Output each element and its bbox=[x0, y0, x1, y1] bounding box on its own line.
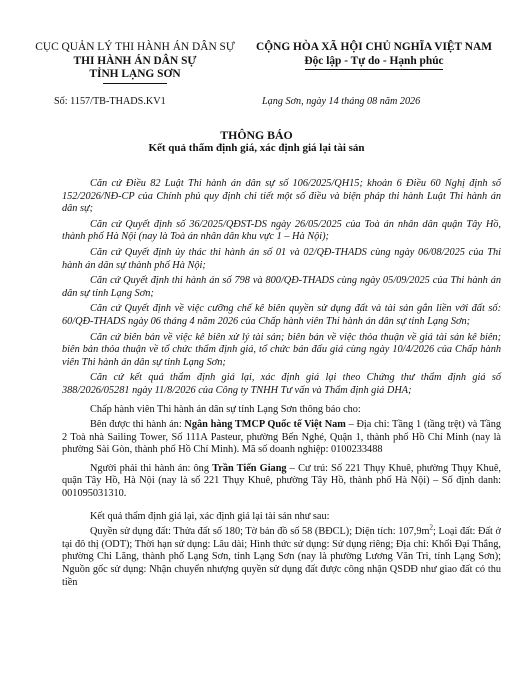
debtor-details: – Cư trú: Số 221 Thụy Khuê, phường Thụy Khuê, quận Tây Hồ, Hà Nội (nay là số 221 Thụy Khuê, phường Tây Hồ, thành phố Hà Nội) – Số định danh: 001095031310. bbox=[62, 462, 501, 500]
country-name: CỘNG HÒA XÃ HỘI CHỦ NGHĨA VIỆT NAM bbox=[256, 41, 492, 53]
property-paragraph bbox=[62, 523, 501, 589]
document-number: Số: 1157/TB-THADS.KV1 bbox=[54, 96, 166, 107]
agency-parent: CỤC QUẢN LÝ THI HÀNH ÁN DÂN SỰ bbox=[35, 41, 235, 53]
document-title: THÔNG BÁO bbox=[220, 128, 293, 142]
creditor-paragraph bbox=[62, 419, 501, 457]
creditor-name: Ngân hàng TMCP Quốc tế Việt Nam bbox=[184, 419, 346, 431]
creditor-details: – Địa chỉ: Tầng 1 (tầng trệt) và Tầng 2 Toà nhà Sailing Tower, Số 111A Pasteur, phường Bến Nghé, Quận 1, thành phố Hồ Chí Minh (nay là phường Sài Gòn, thành phố Hồ Chí Minh). Mã số doanh nghiệp: 0100233488 bbox=[62, 419, 501, 456]
document-body bbox=[62, 178, 501, 592]
result-intro: Kết quả thẩm định giá lại, xác định giá lại tài sản như sau: bbox=[90, 510, 330, 522]
motto: Độc lập - Tự do - Hạnh phúc bbox=[304, 54, 444, 67]
agency-underline bbox=[103, 83, 167, 84]
issuing-agency bbox=[30, 41, 240, 84]
basis-paragraph: Căn cứ biên bản về việc kê biên xử lý tài sản; biên bản về việc thỏa thuận về giá tài sản kê biên; biên bản thỏa thuận về tổ chức thẩm định giá, tổ chức bán đấu giá cùng ngày 10/4/2026 của Chấp hành viên Thi hành án dân sự tỉnh Lạng Sơn; bbox=[62, 331, 501, 368]
basis-paragraph: Căn cứ Quyết định số 36/2025/QĐST-DS ngày 26/05/2025 của Toà án nhân dân quận Tây Hồ, thành phố Hà Nội (nay là Toà án nhân dân khu vực 1 – Hà Nội); bbox=[62, 218, 501, 243]
national-motto bbox=[238, 41, 510, 70]
document-date: Lạng Sơn, ngày 14 tháng 08 năm 2026 bbox=[262, 96, 421, 107]
document-subtitle: Kết quả thẩm định giá, xác định giá lại tài sản bbox=[148, 142, 365, 154]
property-text-end: ; Loại đất: Đất ở tại đô thị (ODT); Thời hạn sử dụng: Lâu dài; Hình thức sử dụng: Sử dụng riêng; Địa chỉ: Khối Đại Thắng, phường Chi Lăng, thành phố Lạng Sơn, tỉnh Lạng Sơn (nay là phường Lương Văn Tri, tỉnh Lạng Sơn); Nguồn gốc sử dụng: Nhận chuyển nhượng quyền sử dụng đất được công nhận QSDĐ như giao đất có thu tiền bbox=[62, 526, 501, 588]
debtor-name: Trần Tiến Giang bbox=[212, 462, 287, 474]
basis-paragraph: Căn cứ Quyết định thi hành án số 798 và 800/QĐ-THADS cùng ngày 05/09/2025 của Thi hành án dân sự tỉnh Lạng Sơn; bbox=[62, 275, 501, 299]
motto-underline bbox=[305, 69, 443, 70]
debtor-label: Người phải thi hành án: ông bbox=[90, 462, 213, 474]
creditor-label: Bên được thi hành án: bbox=[90, 419, 185, 431]
debtor-paragraph bbox=[62, 463, 501, 501]
area-unit-superscript: 2 bbox=[429, 523, 433, 532]
property-text-start: Quyền sử dụng đất: Thửa đất số 180; Tờ bản đồ số 58 (BĐCL); Diện tích: 107,9m bbox=[90, 526, 430, 538]
basis-paragraph: Căn cứ kết quả thẩm định giá lại, xác định giá lại theo Chứng thư thẩm định giá số 388/2026/05281 ngày 11/8/2026 của Công ty TNHH Tư vấn và Thẩm định giá DHA; bbox=[62, 372, 501, 396]
document-header bbox=[0, 41, 513, 85]
basis-paragraph: Căn cứ Quyết định về việc cưỡng chế kê biên quyền sử dụng đất và tài sản gắn liền với đất số: 60/QĐ-THADS ngày 06 tháng 4 năm 2026 của Chấp hành viên Thi hành án dân sự tỉnh Lạng Sơn; bbox=[62, 303, 501, 327]
basis-paragraph: Căn cứ Quyết định ủy thác thi hành án số 01 và 02/QĐ-THADS cùng ngày 06/08/2025 của Thi hành án dân sự thành phố Hà Nội; bbox=[62, 246, 501, 271]
basis-paragraph: Căn cứ Điều 82 Luật Thi hành án dân sự số 106/2025/QH15; khoản 6 Điều 60 Nghị định số 152/2026/NĐ-CP của Chính phủ quy định chi tiết một số điều và biện pháp thi hành Luật Thi hành án dân sự; bbox=[62, 178, 501, 215]
agency-province: TỈNH LẠNG SƠN bbox=[89, 68, 181, 80]
notice-intro: Chấp hành viên Thi hành án dân sự tỉnh Lạng Sơn thông báo cho: bbox=[90, 403, 361, 415]
agency-name: THI HÀNH ÁN DÂN SỰ bbox=[73, 54, 197, 67]
